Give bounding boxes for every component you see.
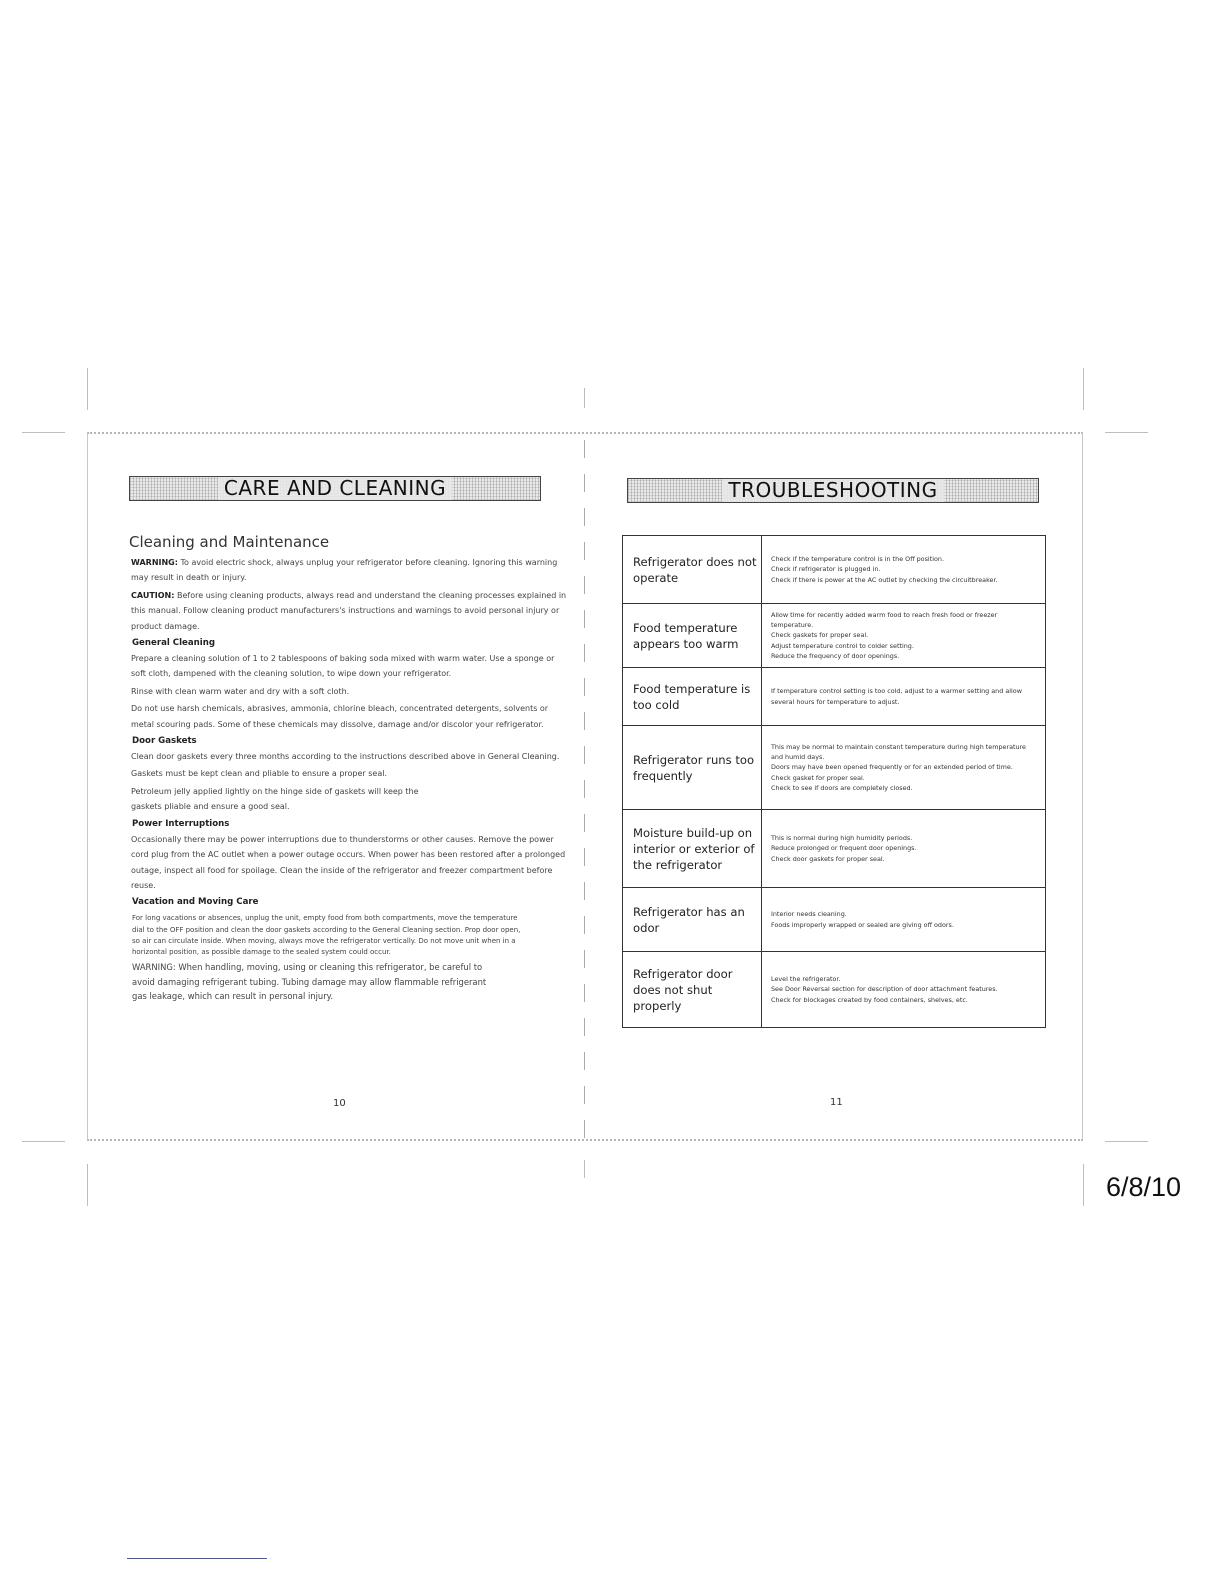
spine-dash [584, 1052, 585, 1070]
solution-line: Check if refrigerator is plugged in. [771, 565, 881, 574]
solution-line: Allow time for recently added warm food to reach fresh food or freezer temperature. [771, 610, 998, 630]
crop-mark [584, 388, 585, 408]
power-interruptions-heading: Power Interruptions [132, 818, 230, 829]
warning-text: To avoid electric shock, always unplug your refrigerator before cleaning. Ignoring this warning may result in death or injury. [131, 558, 558, 583]
door-gaskets-text: Clean door gaskets every three months according to the instructions described above in General Cleaning. [131, 752, 560, 762]
solution-line: Interior needs cleaning. [771, 910, 847, 919]
troubleshooting-row [623, 952, 1046, 1028]
problem-cell: Refrigerator does not operate [623, 536, 762, 604]
spine-dash [584, 780, 585, 798]
troubleshooting-row [623, 604, 1046, 668]
solution-cell [762, 888, 1046, 952]
door-gaskets-heading: Door Gaskets [132, 736, 197, 747]
solution-line: Foods improperly wrapped or sealed are giving off odors. [771, 920, 954, 929]
solution-line: Check to see if doors are completely closed. [771, 783, 913, 792]
spine-dash [584, 950, 585, 968]
section-title: Cleaning and Maintenance [129, 533, 330, 551]
solution-line: Level the refrigerator. [771, 975, 841, 984]
problem-cell: Refrigerator has an odor [623, 888, 762, 952]
troubleshooting-banner [627, 478, 1039, 503]
spine-dash [584, 916, 585, 934]
spine-dash [584, 508, 585, 526]
troubleshooting-row [623, 668, 1046, 726]
spine-dash [584, 746, 585, 764]
page-number-left: 10 [333, 1098, 346, 1109]
general-cleaning-text: Rinse with clean warm water and dry with a soft cloth. [131, 686, 350, 696]
date-stamp: 6/8/10 [1106, 1172, 1182, 1202]
spine-dash [584, 848, 585, 866]
general-cleaning-heading: General Cleaning [132, 638, 216, 649]
door-gaskets-text: Petroleum jelly applied lightly on the hinge side of gaskets will keep the gaskets pliable and ensure a good seal. [131, 786, 419, 812]
troubleshooting-row [623, 810, 1046, 888]
crop-mark [584, 1160, 585, 1178]
crop-mark [87, 368, 88, 410]
problem-cell: Food temperature is too cold [623, 668, 762, 726]
solution-cell [762, 668, 1046, 726]
spine-dash [584, 542, 585, 560]
spine-dash [584, 610, 585, 628]
spine-dash [584, 440, 585, 458]
troubleshooting-row [623, 536, 1046, 604]
spine-dash [584, 1086, 585, 1104]
troubleshooting-table [622, 535, 1046, 1028]
solution-cell [762, 604, 1046, 668]
solution-cell [762, 726, 1046, 810]
vacation-moving-heading: Vacation and Moving Care [132, 897, 259, 908]
spine-dash [584, 882, 585, 900]
troubleshooting-row [623, 726, 1046, 810]
solution-line: Check for blockages created by food containers, shelves, etc. [771, 995, 968, 1004]
solution-line: Check gaskets for proper seal. [771, 631, 869, 640]
spine-dash [584, 814, 585, 832]
solution-line: Doors may have been opened frequently or for an extended period of time. [771, 763, 1013, 772]
general-cleaning-text: Prepare a cleaning solution of 1 to 2 tablespoons of baking soda mixed with warm water. Use a sponge or soft cloth, dampened with the cleaning solution, to wipe down your refrigerator. [131, 654, 555, 679]
power-interruptions-text: Occasionally there may be power interruptions due to thunderstorms or other causes. Remove the power cord plug from the AC outlet when a power outage occurs. When power has been restored after a prolonged outage, inspect all food for spoilage. Clean the inside of the refrigerator and freezer compartment before reuse. [131, 834, 566, 890]
solution-cell [762, 536, 1046, 604]
spine-dash [584, 984, 585, 1002]
crop-mark [1105, 1141, 1148, 1142]
crop-mark [1105, 432, 1148, 433]
solution-line: Adjust temperature control to colder setting. [771, 641, 914, 650]
caution-label: CAUTION: [131, 590, 175, 600]
warning-label: WARNING: [131, 558, 178, 567]
solution-line: Check if there is power at the AC outlet by checking the circuitbreaker. [771, 575, 998, 584]
general-cleaning-text: Do not use harsh chemicals, abrasives, ammonia, chlorine bleach, concentrated detergents, solvents or metal scouring pads. Some of these chemicals may dissolve, damage and/or discolor your refrigerator. [131, 704, 549, 729]
troubleshooting-row [623, 888, 1046, 952]
solution-cell [762, 810, 1046, 888]
solution-line: Check door gaskets for proper seal. [771, 854, 885, 863]
caution-text: Before using cleaning products, always read and understand the cleaning processes explained in this manual. Follow cleaning product manufacturers's instructions and warnings to avoid personal injury or product damage. [131, 590, 567, 631]
solution-line: Reduce prolonged or frequent door openings. [771, 844, 917, 853]
solution-line: If temperature control setting is too cold, adjust to a warmer setting and allow several hours for temperature to adjust. [771, 687, 1022, 706]
banner-title: CARE AND CLEANING [218, 477, 452, 500]
problem-cell: Refrigerator runs too frequently [623, 726, 762, 810]
solution-line: Check gasket for proper seal. [771, 773, 865, 782]
problem-cell: Food temperature appears too warm [623, 604, 762, 668]
spine-dash [584, 644, 585, 662]
spine-dash [584, 1120, 585, 1138]
solution-line: This is normal during high humidity periods. [771, 834, 913, 843]
care-cleaning-banner [129, 476, 541, 501]
crop-mark [1083, 368, 1084, 410]
door-gaskets-text: Gaskets must be kept clean and pliable to ensure a proper seal. [131, 769, 388, 779]
solution-line: See Door Reversal section for description of door attachment features. [771, 985, 998, 994]
caution-paragraph [131, 588, 569, 634]
crop-mark [22, 432, 65, 433]
crop-mark [22, 1141, 65, 1142]
spine-dash [584, 474, 585, 492]
problem-cell: Moisture build-up on interior or exterior of the refrigerator [623, 810, 762, 888]
warning-paragraph [131, 555, 569, 586]
handling-warning-text: WARNING: When handling, moving, using or cleaning this refrigerator, be careful to avoid damaging refrigerant tubing. Tubing damage may allow flammable refrigerant gas leakage, which can result in personal injury. [132, 962, 487, 1001]
solution-line: Reduce the frequency of door openings. [771, 651, 900, 660]
problem-cell: Refrigerator door does not shut properly [623, 952, 762, 1028]
solution-line: This may be normal to maintain constant temperature during high temperature and humid days. [771, 742, 1026, 762]
banner-title: TROUBLESHOOTING [722, 479, 943, 502]
care-cleaning-content [129, 533, 569, 1003]
crop-mark [87, 1164, 88, 1206]
spine-dash [584, 1018, 585, 1036]
spine-dash [584, 712, 585, 730]
spine-dash [584, 678, 585, 696]
crop-mark [1083, 1164, 1084, 1206]
solution-cell [762, 952, 1046, 1028]
footer-link-underline [127, 1558, 267, 1559]
spine-dash [584, 576, 585, 594]
solution-line: Check if the temperature control is in the Off position. [771, 555, 944, 564]
vacation-moving-text: For long vacations or absences, unplug the unit, empty food from both compartments, move the temperature dial to the OFF position and clean the door gaskets according to the General Cleaning section. Prop door open, so air can circulate inside. When moving, always move the refrigerator vertically. Do not move unit when in a horizontal position, as possible damage to the sealed system could occur. [132, 914, 521, 956]
page-number-right: 11 [830, 1097, 843, 1108]
